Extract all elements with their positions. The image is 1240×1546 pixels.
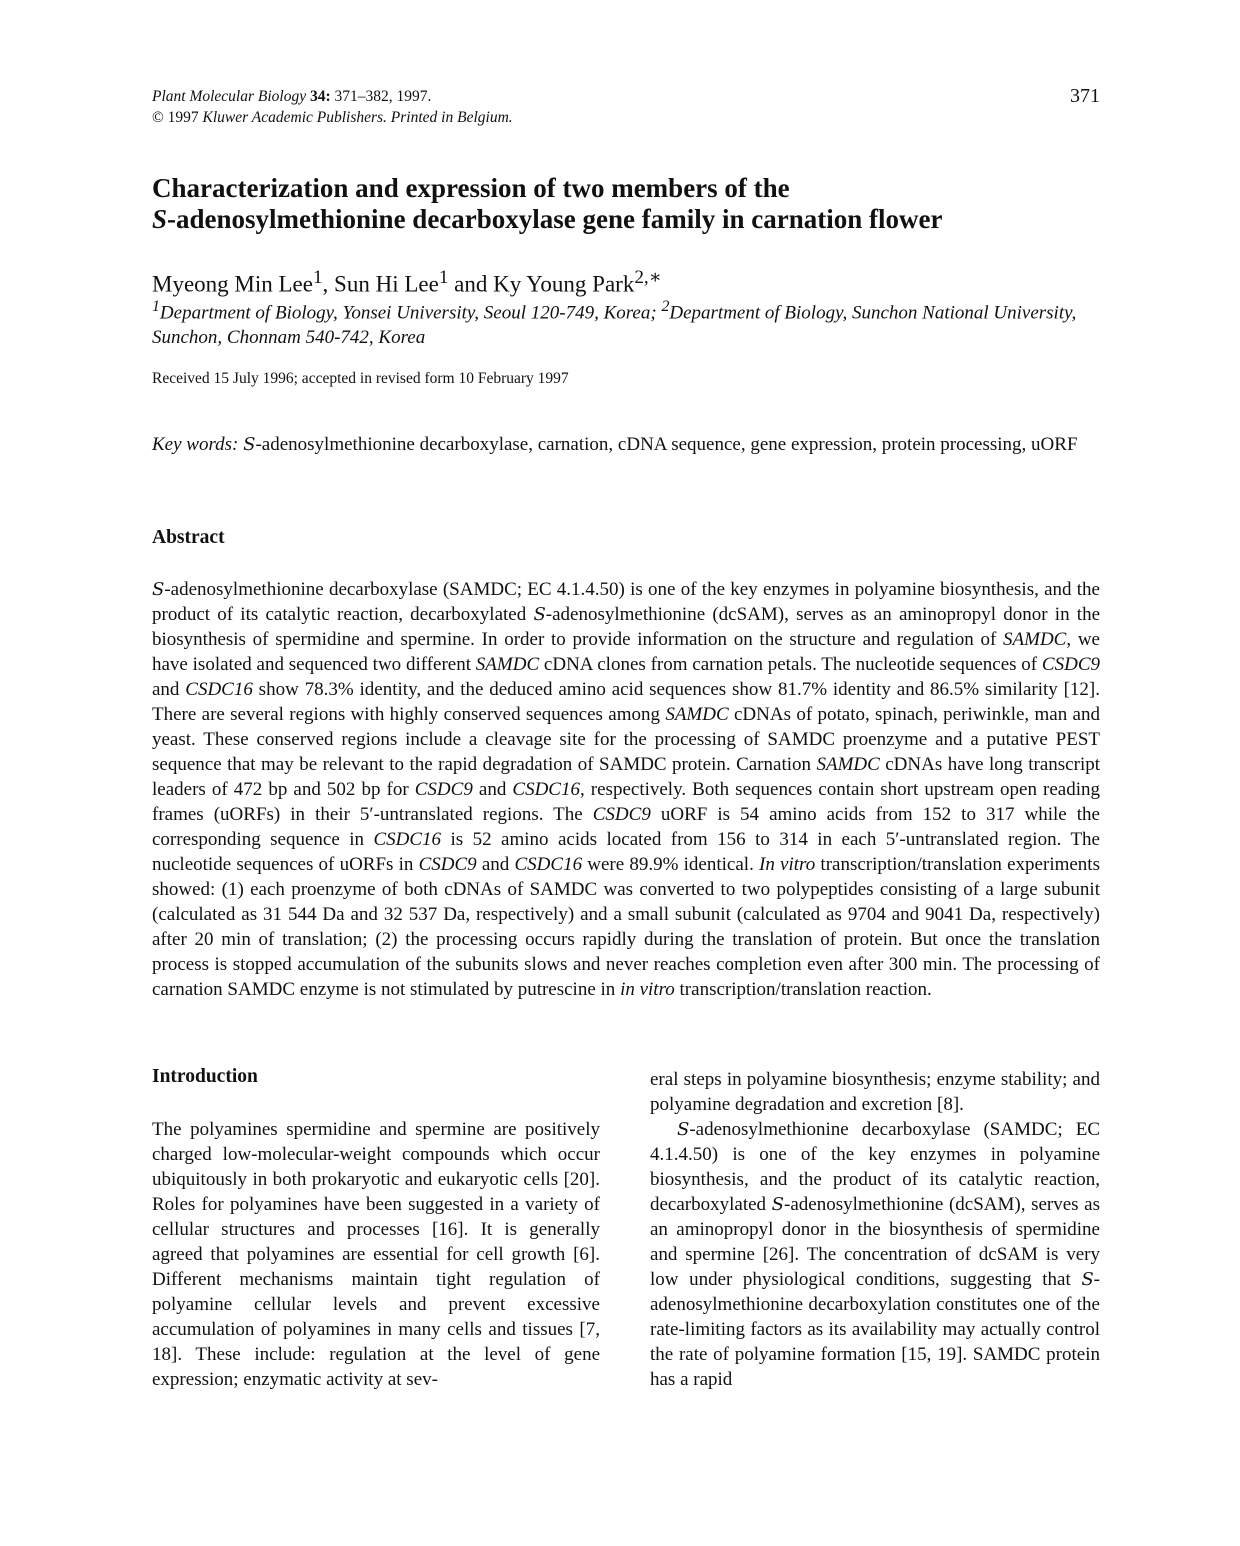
affiliation-mark: 1 bbox=[152, 298, 160, 315]
affiliation-2: Department of Biology, Sunchon National University, Sunchon, Chonnam 540-742, Korea bbox=[152, 302, 1077, 349]
abstract-heading: Abstract bbox=[152, 527, 225, 548]
abstract-s: S bbox=[152, 579, 165, 600]
abstract-text: transcription/translation experiments showed: (1) each proenzyme of both cDNAs of SAMDC was converted to two polypeptides consisting of a large subunit (calculated as 31 544 Da and 32 537 Da, respectively) and a small subunit (calculated as 9704 and 9041 Da, respectively) after 20 min of translation; (2) the processing occurs rapidly during the translation of protein. But once the translation process is stopped accumulation of the subunits slows and never reaches completion even after 300 min. The processing of carnation SAMDC enzyme is not stimulated by putrescine in bbox=[152, 854, 1100, 1000]
author-separator: , bbox=[322, 271, 335, 297]
copyright-line bbox=[152, 107, 1100, 128]
introduction-left-column: The polyamines spermidine and spermine are positively charged low-molecular-weight compounds which occur ubiquitously in both prokaryotic and eukaryotic cells [20]. Roles for polyamines have been suggested in a variety of cellular structures and processes [16]. It is generally agreed that polyamines are essential for cell growth [6]. Different mechanisms maintain tight regulation of polyamine cellular levels and prevent excessive accumulation of polyamines in many cells and tissues [7, 18]. These include: regulation at the level of gene expression; enzymatic activity at sev- bbox=[152, 1119, 600, 1390]
title-line-1: Characterization and expression of two members of the bbox=[152, 173, 790, 203]
latin-term: in vitro bbox=[620, 979, 675, 1000]
journal-citation bbox=[152, 86, 1100, 107]
abstract-text: were 89.9% identical. bbox=[582, 854, 760, 875]
author-affiliation-mark: 1 bbox=[312, 267, 323, 288]
abstract-text: -adenosylmethionine (dcSAM), serves as an aminopropyl donor in the biosynthesis of spermidine and spermine. In order to provide information on the structure and regulation of bbox=[152, 604, 1101, 650]
keywords-text: -adenosylmethionine decarboxylase, carnation, cDNA sequence, gene expression, protein processing, uORF bbox=[255, 434, 1078, 455]
author-affiliation-mark: 2,∗ bbox=[634, 267, 662, 288]
gene-name: CSDC16 bbox=[514, 854, 583, 875]
affiliation-1: Department of Biology, Yonsei University, Seoul 120-749, Korea; bbox=[159, 302, 657, 324]
title-italic-s: S bbox=[152, 204, 168, 234]
gene-name: CSDC16 bbox=[185, 679, 253, 700]
title-line-2 bbox=[152, 204, 1100, 235]
gene-name: CSDC9 bbox=[414, 779, 473, 800]
gene-name: SAMDC bbox=[475, 654, 540, 675]
article-title bbox=[152, 173, 1100, 235]
keywords bbox=[152, 432, 1100, 457]
received-dates: Received 15 July 1996; accepted in revised form 10 February 1997 bbox=[152, 370, 569, 387]
abstract-text: , respectively. Both sequences contain short upstream open reading frames (uORFs) in their 5′-untranslated regions. The bbox=[152, 779, 1101, 825]
abstract-text: cDNAs have long transcript leaders of 472 bp and 502 bp for bbox=[152, 754, 1100, 800]
introduction-heading: Introduction bbox=[152, 1066, 258, 1087]
abstract-text: show 78.3% identity, and the deduced amino acid sequences show 81.7% identity and 86.5% similarity [12]. There are several regions with highly conserved sequences among bbox=[152, 679, 1100, 725]
abstract-text: is 52 amino acids located from 156 to 314 in each 5′-untranslated region. The nucleotide sequences of uORFs in bbox=[152, 829, 1100, 875]
intro-text: -adenosylmethionine (dcSAM), serves as an aminopropyl donor in the biosynthesis of spermidine and spermine [26]. The concentration of dcSAM is very low under physiological conditions, suggesting that bbox=[650, 1194, 1100, 1290]
abstract-text: cDNAs of potato, spinach, periwinkle, man and yeast. These conserved regions include a cleavage site for the processing of SAMDC proenzyme and a putative PEST sequence that may be relevant to the rapid degradation of SAMDC protein. Carnation bbox=[152, 704, 1100, 775]
author-name: Ky Young Park bbox=[493, 271, 635, 297]
intro-s: S bbox=[771, 1194, 784, 1215]
abstract-s: S bbox=[533, 604, 546, 625]
intro-text: -adenosylmethionine decarboxylase (SAMDC; EC 4.1.4.50) is one of the key enzymes in polyamine biosynthesis, and the product of its catalytic reaction, decarboxylated bbox=[650, 1119, 1100, 1215]
affiliation-mark: 2 bbox=[661, 298, 670, 315]
gene-name: CSDC9 bbox=[592, 804, 651, 825]
latin-term: In vitro bbox=[759, 854, 816, 875]
paragraph: eral steps in polyamine biosynthesis; enzyme stability; and polyamine degradation and excretion [8]. bbox=[650, 1069, 1100, 1115]
publisher: Kluwer Academic Publishers. Printed in Belgium. bbox=[202, 109, 513, 126]
introduction-right-column bbox=[650, 1067, 1100, 1392]
author-list bbox=[152, 265, 662, 298]
gene-name: SAMDC bbox=[665, 704, 729, 725]
author-name: Myeong Min Lee bbox=[152, 271, 313, 297]
intro-s: S bbox=[677, 1119, 690, 1140]
copyright-icon: © bbox=[152, 109, 164, 126]
gene-name: CSDC9 bbox=[418, 854, 477, 875]
journal-name: Plant Molecular Biology bbox=[152, 88, 307, 105]
copyright-year: 1997 bbox=[167, 109, 199, 126]
gene-name: CSDC9 bbox=[1041, 654, 1100, 675]
author-name: Sun Hi Lee bbox=[334, 271, 439, 297]
author-separator: and bbox=[448, 271, 494, 297]
abstract-text: and bbox=[472, 779, 513, 800]
intro-text: -adenosylmethionine decarboxylation constitutes one of the rate-limiting factors as its availability may actually control the rate of polyamine formation [15, 19]. SAMDC protein has a rapid bbox=[650, 1269, 1100, 1390]
title-line-2-text: -adenosylmethionine decarboxylase gene family in carnation flower bbox=[167, 204, 943, 234]
keywords-label: Key words: bbox=[152, 434, 239, 455]
gene-name: SAMDC bbox=[1003, 629, 1067, 650]
gene-name: CSDC16 bbox=[373, 829, 442, 850]
journal-pages-year: 371–382, 1997. bbox=[334, 88, 432, 105]
affiliations bbox=[152, 294, 1100, 350]
abstract-text: uORF is 54 amino acids from 152 to 317 while the corresponding sequence in bbox=[152, 804, 1100, 850]
paragraph bbox=[650, 1117, 1100, 1392]
journal-volume: 34: bbox=[309, 88, 331, 105]
abstract-text: transcription/translation reaction. bbox=[674, 979, 932, 1000]
gene-name: CSDC16 bbox=[512, 779, 580, 800]
intro-s: S bbox=[1081, 1269, 1094, 1290]
gene-name: SAMDC bbox=[816, 754, 880, 775]
abstract-text: -adenosylmethionine decarboxylase (SAMDC; EC 4.1.4.50) is one of the key enzymes in polyamine biosynthesis, and the product of its catalytic reaction, decarboxylated bbox=[152, 579, 1100, 625]
abstract-text: cDNA clones from carnation petals. The nucleotide sequences of bbox=[539, 654, 1042, 675]
keywords-italic-s: S bbox=[243, 434, 256, 455]
abstract-text: and bbox=[476, 854, 515, 875]
abstract-text: and bbox=[152, 679, 186, 700]
author-affiliation-mark: 1 bbox=[438, 267, 449, 288]
journal-header bbox=[152, 86, 1100, 128]
abstract-body bbox=[152, 577, 1100, 1002]
page-number: 371 bbox=[1070, 85, 1100, 107]
abstract-text: , we have isolated and sequenced two different bbox=[152, 629, 1100, 675]
